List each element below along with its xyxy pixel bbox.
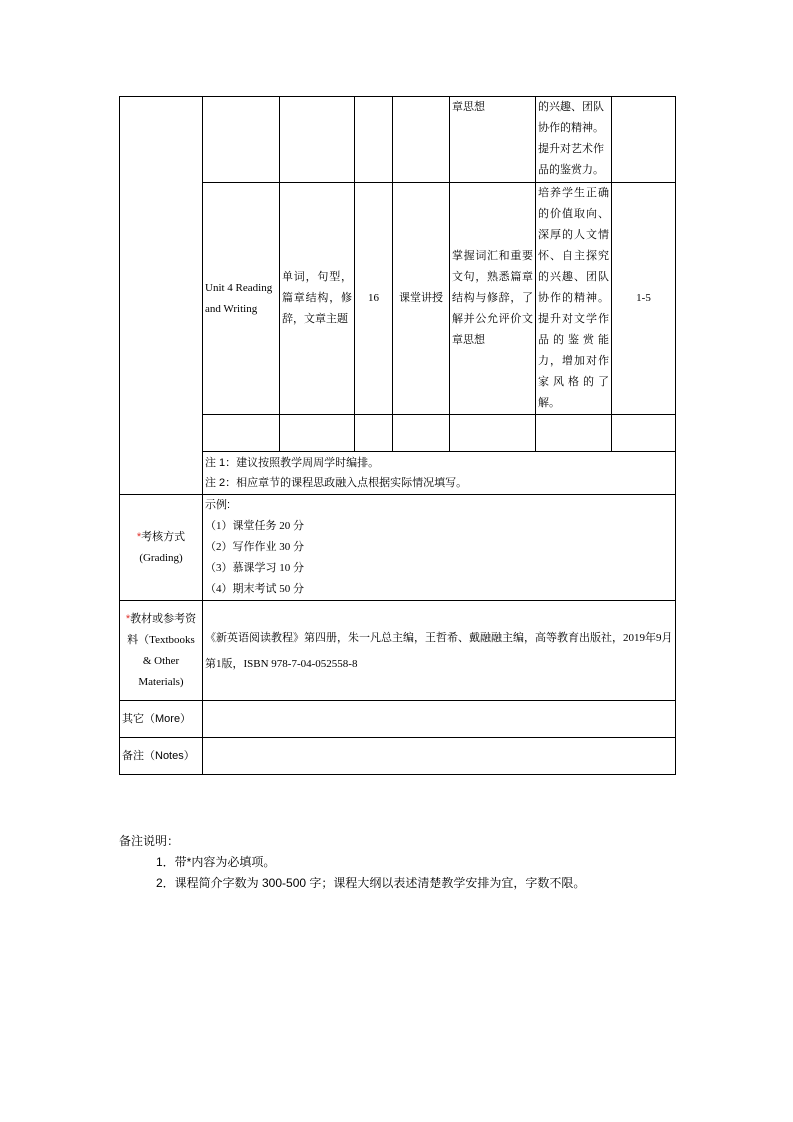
more-label: 其它（More） <box>120 701 203 738</box>
required-asterisk: * <box>125 612 131 625</box>
materials-label-line4: Materials) <box>138 675 184 688</box>
empty-cell <box>203 415 280 452</box>
empty-cell <box>280 415 355 452</box>
table-row-more <box>120 701 676 738</box>
weeks-cell <box>612 97 676 183</box>
unit4-method: 课堂讲授 <box>393 183 450 415</box>
grading-item: （2）写作作业 30 分 <box>205 541 304 553</box>
unit4-ideology: 培养学生正确的价值取向、深厚的人文情怀、自主探究的兴趣、团队协作的精神。提升对文学作品的鉴赏能力，增加对作家风格的了解。 <box>536 183 612 415</box>
materials-label-cell <box>120 601 203 701</box>
unit4-title: Unit 4 Reading and Writing <box>203 183 280 415</box>
required-asterisk: * <box>136 530 142 543</box>
notes-content <box>203 738 676 775</box>
unit-cell <box>203 97 280 183</box>
grading-item: （3）慕课学习 10 分 <box>205 562 304 574</box>
grading-item: （1）课堂任务 20 分 <box>205 520 304 532</box>
empty-cell <box>536 415 612 452</box>
method-cell <box>393 97 450 183</box>
materials-content-cell: 《新英语阅读教程》第四册，朱一凡总主编，王哲希、戴融融主编，高等教育出版社，2019年9月第1版，ISBN 978-7-04-052558-8 <box>203 601 676 701</box>
schedule-notes-cell <box>203 452 676 495</box>
table-row-grading <box>120 495 676 601</box>
table-row-notes <box>120 738 676 775</box>
table-row-unit4 <box>120 183 676 415</box>
content-cell <box>280 97 355 183</box>
grading-item: （4）期末考试 50 分 <box>205 583 304 595</box>
table-row-schedule-notes <box>120 452 676 495</box>
schedule-note-2: 注 2：相应章节的课程思政融入点根据实际情况填写。 <box>205 477 468 489</box>
syllabus-table <box>119 96 676 775</box>
footer-title: 备注说明： <box>119 834 180 848</box>
materials-label-line3: & Other <box>142 654 180 667</box>
table-row-materials <box>120 601 676 701</box>
schedule-label-cell <box>120 97 203 495</box>
empty-cell <box>450 415 536 452</box>
more-content <box>203 701 676 738</box>
grading-content-cell <box>203 495 676 601</box>
objective-cell: 章思想 <box>450 97 536 183</box>
grading-example-label: 示例: <box>205 499 231 511</box>
empty-cell <box>355 415 393 452</box>
footer-item-1: 1．带*内容为必填项。 <box>156 855 276 869</box>
schedule-note-1: 注 1：建议按照教学周周学时编排。 <box>205 457 380 469</box>
grading-label-en: (Grading) <box>139 551 183 564</box>
notes-label: 备注（Notes） <box>120 738 203 775</box>
unit4-weeks: 1-5 <box>612 183 676 415</box>
materials-label-line2: 料（Textbooks <box>127 633 195 646</box>
empty-cell <box>612 415 676 452</box>
grading-label-cell <box>120 495 203 601</box>
materials-label-line1: 教材或参考资 <box>130 612 197 625</box>
grading-label-cn: 考核方式 <box>141 530 186 543</box>
unit4-hours: 16 <box>355 183 393 415</box>
table-row-unit3-tail <box>120 97 676 183</box>
ideology-cell: 的兴趣、团队协作的精神。提升对艺术作品的鉴赏力。 <box>536 97 612 183</box>
unit4-content: 单词，句型，篇章结构，修辞，文章主题 <box>280 183 355 415</box>
footer-notes <box>119 831 585 894</box>
table-row-empty <box>120 415 676 452</box>
unit4-objective: 掌握词汇和重要文句，熟悉篇章结构与修辞，了解并公允评价文章思想 <box>450 183 536 415</box>
hours-cell <box>355 97 393 183</box>
empty-cell <box>393 415 450 452</box>
footer-item-2: 2．课程简介字数为 300-500 字；课程大纲以表述清楚教学安排为宜，字数不限。 <box>156 876 586 890</box>
